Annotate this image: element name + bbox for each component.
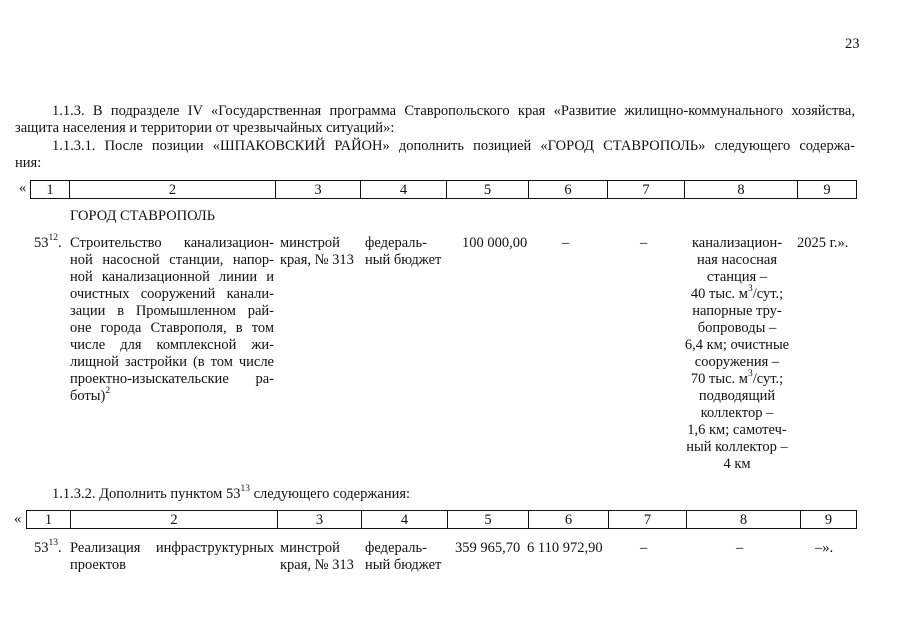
row1-source-line: ный бюджет — [365, 252, 442, 268]
section-title: ГОРОД СТАВРОПОЛЬ — [70, 208, 216, 224]
row2-source — [365, 540, 441, 574]
row2-col5-value: 359 965,70 — [455, 540, 521, 556]
table1-col-9: 9 — [798, 181, 857, 199]
row1-col7-value: – — [640, 235, 648, 251]
intro-line-3: 1.1.3.1. После позиции «ШПАКОВСКИЙ РАЙОН» дополнить позицией «ГОРОД СТАВРОПОЛЬ» следующего содержа- — [52, 138, 855, 154]
intro-line-2: защита населения и территории от чрезвычайных ситуаций»: — [15, 120, 395, 136]
table1-col-5: 5 — [447, 181, 529, 199]
row1-result-line: 4 км — [723, 456, 751, 472]
row1-result — [672, 235, 802, 473]
row1-description — [70, 235, 274, 405]
row1-result-line: подводящий — [698, 388, 776, 404]
table1-open-quote: « — [19, 180, 27, 196]
row1-result-line: 70 тыс. $м^3$/сут.; — [690, 369, 784, 387]
table2-col-1: 1 — [27, 511, 71, 529]
row2-col7-value: – — [640, 540, 648, 556]
row2-executor-line: минстрой — [280, 540, 340, 556]
row1-executor-line: края, № 313 — [280, 252, 354, 268]
row1-result-line: бопроводы – — [697, 320, 777, 336]
table1-header — [30, 180, 857, 199]
table1-col-3: 3 — [276, 181, 361, 199]
table2-open-quote: « — [14, 511, 22, 527]
table2-col-8: 8 — [687, 511, 801, 529]
row1-desc-line: ной канализационной линии и — [70, 269, 274, 285]
table2-col-7: 7 — [609, 511, 687, 529]
row2-col6-value: 6 110 972,90 — [527, 540, 603, 556]
row1-number: $53^{12}$. — [34, 233, 62, 251]
row1-result-line: ный коллектор – — [686, 439, 788, 455]
row1-col5-value: 100 000,00 — [462, 235, 528, 251]
row1-desc-line: ной насосной станции, напор- — [70, 252, 274, 268]
row2-number: $53^{13}$. — [34, 538, 62, 556]
table2-col-5: 5 — [448, 511, 529, 529]
intro-line-4: ния: — [15, 155, 42, 171]
table2-col-6: 6 — [529, 511, 609, 529]
row2-col8-value: – — [736, 540, 744, 556]
row1-col6-value: – — [562, 235, 570, 251]
table1-col-4: 4 — [361, 181, 447, 199]
row1-result-line: напорные тру- — [692, 303, 782, 319]
row1-executor-line: минстрой — [280, 235, 340, 251]
row1-source-line: федераль- — [365, 235, 427, 251]
row1-desc-line: очистных сооружений канали- — [70, 286, 274, 302]
row1-desc-line: проектно-изыскательские ра- — [70, 371, 274, 387]
row2-executor-line: края, № 313 — [280, 557, 354, 573]
table1-col-8: 8 — [685, 181, 798, 199]
row1-result-line: 40 тыс. $м^3$/сут.; — [690, 284, 784, 302]
row1-col9-value: 2025 г.». — [797, 235, 849, 251]
row1-result-line: 6,4 км; очистные — [684, 337, 790, 353]
row2-description — [70, 540, 274, 574]
row1-desc-line: оне города Ставрополя, в том — [70, 320, 274, 336]
table2-col-3: 3 — [278, 511, 362, 529]
row1-result-line: 1,6 км; самотеч- — [687, 422, 787, 438]
row2-desc-line: Реализация инфраструктурных — [70, 540, 274, 556]
table1-col-2: 2 — [70, 181, 276, 199]
row2-desc-line: проектов — [70, 557, 126, 573]
row1-desc-last-line: боты)$^2$ — [70, 386, 111, 404]
page-number: 23 — [845, 36, 860, 52]
row2-col9-value: –». — [815, 540, 834, 556]
row2-source-line: ный бюджет — [365, 557, 442, 573]
row1-result-line: коллектор – — [700, 405, 774, 421]
table2-col-4: 4 — [362, 511, 448, 529]
row2-source-line: федераль- — [365, 540, 427, 556]
intro-line-1: 1.1.3. В подразделе IV «Государственная программа Ставропольского края «Развитие жилищно-коммунального хозяйства, — [52, 103, 855, 119]
row1-result-line: станция – — [706, 269, 768, 285]
table1-col-1: 1 — [31, 181, 70, 199]
row1-desc-line: лищной застройки (в том числе — [70, 354, 274, 370]
row1-source — [365, 235, 441, 269]
table1-col-7: 7 — [608, 181, 685, 199]
row1-desc-line: Строительство канализацион- — [70, 235, 274, 251]
row1-result-line: канализацион- — [691, 235, 783, 251]
row1-executor — [280, 235, 354, 269]
subpoint-text: 1.1.3.2. Дополнить пунктом $53^{13}$ следующего содержания: — [52, 484, 411, 502]
row1-result-line: сооружения – — [694, 354, 780, 370]
table2-col-2: 2 — [71, 511, 278, 529]
row1-result-line: ная насосная — [696, 252, 778, 268]
row1-desc-line: числе для комплексной жи- — [70, 337, 274, 353]
table2-col-9: 9 — [801, 511, 857, 529]
row1-desc-line: зации в Промышленном рай- — [70, 303, 274, 319]
row2-executor — [280, 540, 354, 574]
table1-col-6: 6 — [529, 181, 608, 199]
table2-header — [26, 510, 857, 529]
